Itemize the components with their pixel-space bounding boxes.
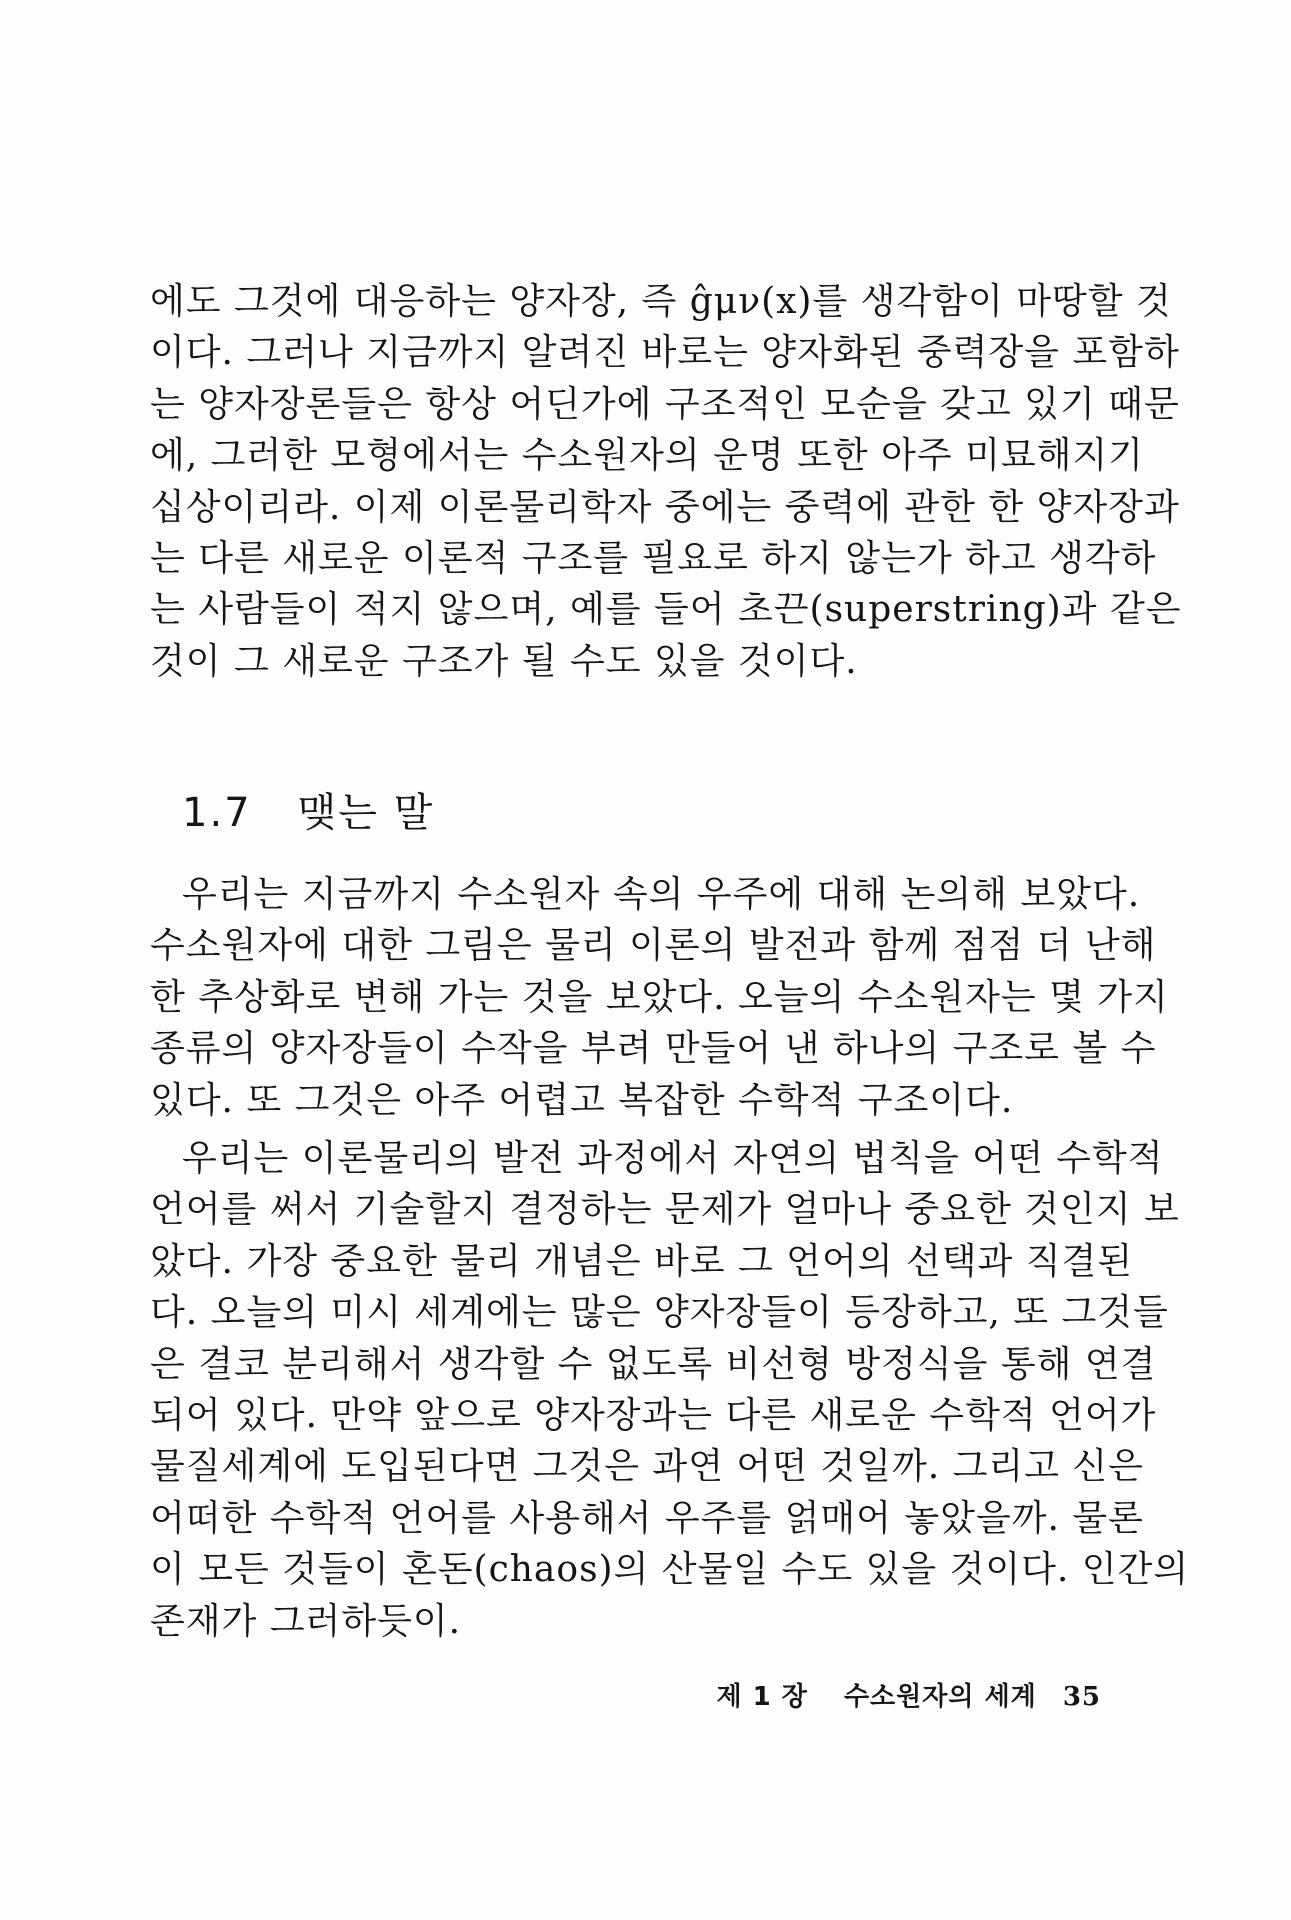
text-line: 에도 그것에 대응하는 양자장, 즉 ĝμν(x)를 생각함이 마땅할 것	[150, 281, 1172, 322]
text-line: 은 결코 분리해서 생각할 수 없도록 비선형 방정식을 통해 연결	[150, 1343, 1157, 1385]
text-line: 이다. 그러나 지금까지 알려진 바로는 양자화된 중력장을 포함하	[150, 332, 1180, 374]
text-line: 는 다른 새로운 이론적 구조를 필요로 하지 않는가 하고 생각하	[150, 537, 1157, 579]
text-line: 존재가 그러하듯이.	[150, 1600, 462, 1642]
text-line: 있다. 또 그것은 아주 어렵고 복잡한 수학적 구조이다.	[150, 1079, 1014, 1121]
text-line: 물질세계에 도입된다면 그것은 과연 어떤 것일까. 그리고 신은	[150, 1446, 1144, 1488]
footer-chapter: 제 1 장	[716, 1682, 808, 1712]
text-line: 언어를 써서 기술할지 결정하는 문제가 얼마나 중요한 것인지 보	[150, 1189, 1180, 1231]
text-line: 는 사람들이 적지 않으며, 예를 들어 초끈(superstring)과 같은	[150, 589, 1182, 631]
paragraph-3	[150, 1133, 1190, 1647]
text-line: 에, 그러한 모형에서는 수소원자의 운명 또한 아주 미묘해지기	[150, 435, 1144, 477]
text-line: 되어 있다. 만약 앞으로 양자장과는 다른 새로운 수학적 언어가	[150, 1394, 1157, 1436]
text-line: 한 추상화로 변해 가는 것을 보았다. 오늘의 수소원자는 몇 가지	[150, 976, 1169, 1018]
text-line: 우리는 지금까지 수소원자 속의 우주에 대해 논의해 보았다.	[182, 874, 1141, 915]
text-line: 어떠한 수학적 언어를 사용해서 우주를 얽매어 놓았을까. 물론	[150, 1497, 1144, 1539]
section-number: 1.7	[182, 790, 252, 836]
text-line: 는 양자장론들은 항상 어딘가에 구조적인 모순을 갖고 있기 때문	[150, 383, 1180, 425]
text-line: 십상이리라. 이제 이론물리학자 중에는 중력에 관한 한 양자장과	[150, 486, 1180, 528]
text-line: 이 모든 것들이 혼돈(chaos)의 산물일 수도 있을 것이다. 인간의	[150, 1549, 1190, 1591]
text-line: 종류의 양자장들이 수작을 부려 만들어 낸 하나의 구조로 볼 수	[150, 1028, 1157, 1070]
text-line: 우리는 이론물리의 발전 과정에서 자연의 법칙을 어떤 수학적	[182, 1138, 1164, 1179]
page-footer	[717, 1676, 1102, 1713]
page-number: 35	[1062, 1682, 1101, 1712]
text-line: 것이 그 새로운 구조가 될 수도 있을 것이다.	[150, 640, 858, 682]
top-paragraph	[150, 276, 1182, 687]
text-line: 았다. 가장 중요한 물리 개념은 바로 그 언어의 선택과 직결된	[150, 1240, 1134, 1282]
paragraph-2	[150, 869, 1169, 1126]
text-line: 다. 오늘의 미시 세계에는 많은 양자장들이 등장하고, 또 그것들	[150, 1292, 1169, 1334]
footer-chapter-title: 수소원자의 세계	[843, 1682, 1037, 1712]
section-heading	[182, 781, 434, 838]
text-line: 수소원자에 대한 그림은 물리 이론의 발전과 함께 점점 더 난해	[150, 925, 1157, 967]
section-title: 맺는 말	[297, 790, 435, 836]
